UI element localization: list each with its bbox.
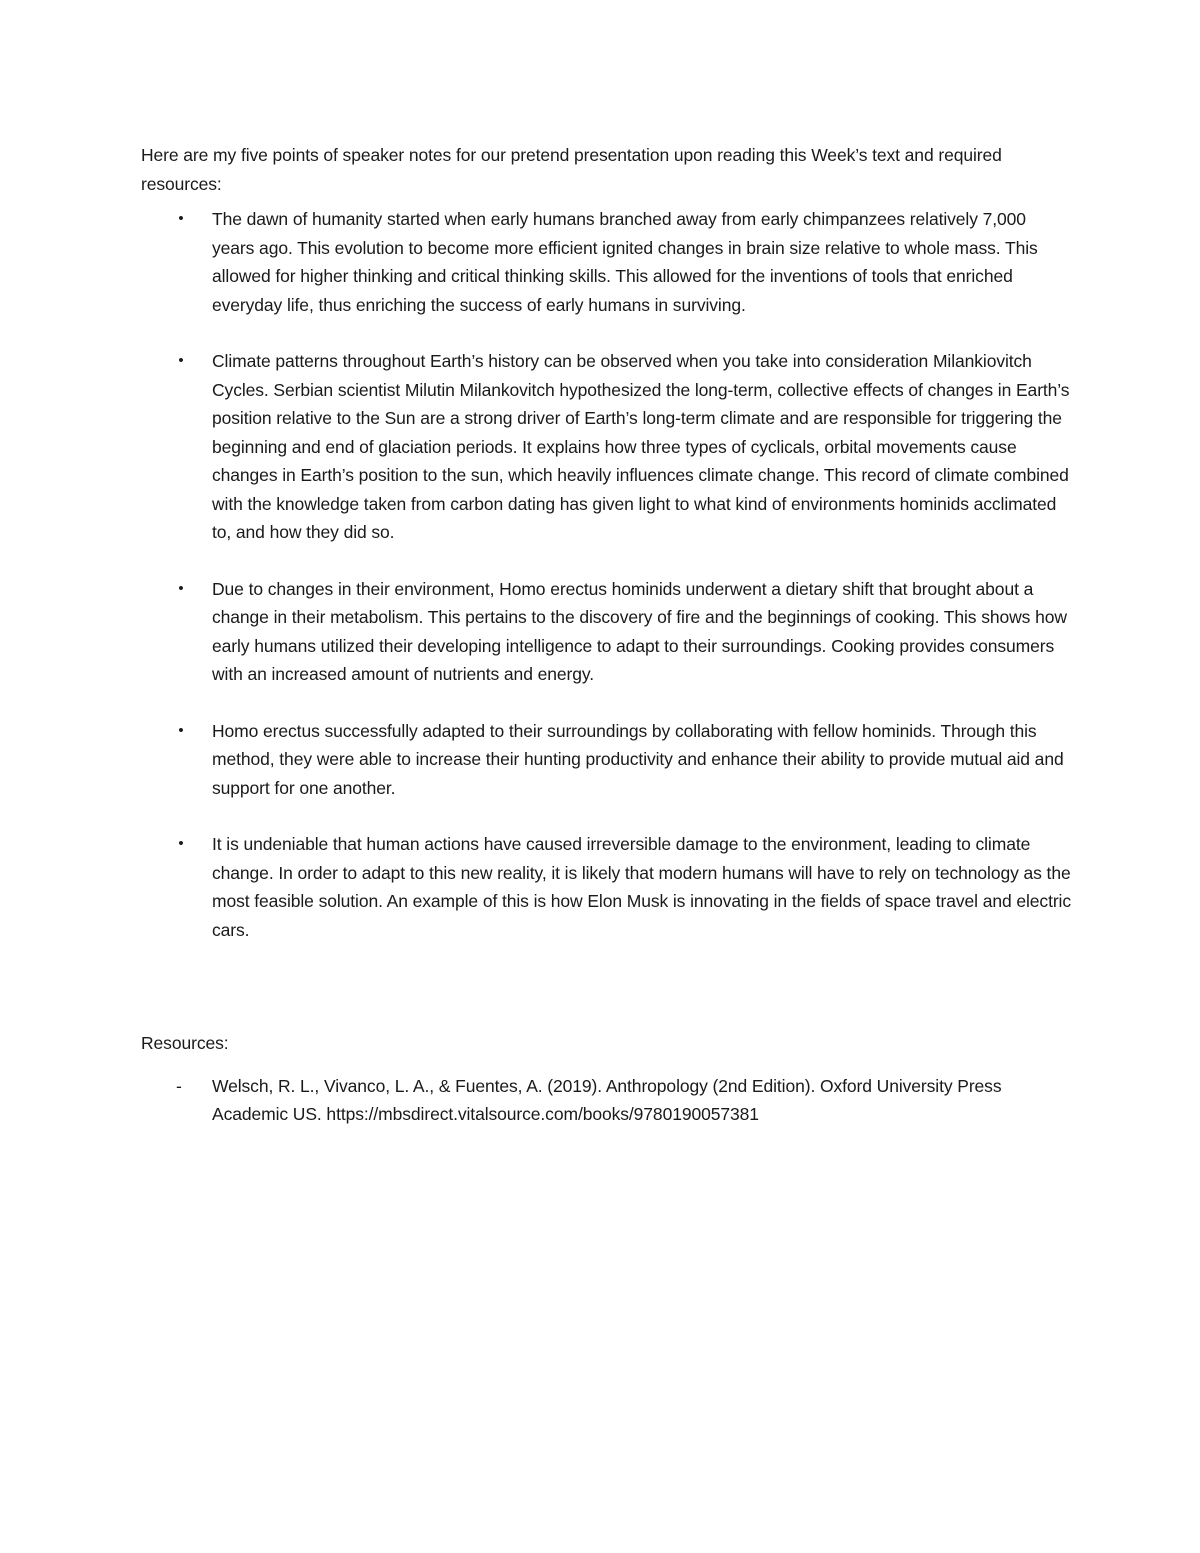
bullet-icon: • bbox=[178, 579, 184, 597]
resources-heading: Resources: bbox=[141, 1033, 229, 1053]
dash-icon: - bbox=[176, 1075, 182, 1096]
reference-text: Welsch, R. L., Vivanco, L. A., & Fuentes, A. (2019). Anthropology (2nd Edition). Oxford University Press Academic US. https://mbsdirect.vitalsource.com/books/9780190057381 bbox=[212, 1075, 1002, 1124]
list-item-text: Due to changes in their environment, Homo erectus hominids underwent a dietary shift that brought about a change in their metabolism. This pertains to the discovery of fire and the beginnings of cooking. This shows how early humans utilized their developing intelligence to adapt to their surroundings. Cooking provides consumers with an increased amount of nutrients and energy. bbox=[212, 578, 1067, 684]
list-item-text: It is undeniable that human actions have caused irreversible damage to the environment, leading to climate change. In order to adapt to this new reality, it is likely that modern humans will have to rely on technology as the most feasible solution. An example of this is how Elon Musk is innovating in the fields of space travel and electric cars. bbox=[212, 834, 1071, 940]
list-item bbox=[141, 205, 1071, 319]
bullet-icon: • bbox=[178, 210, 184, 227]
list-item-text: Climate patterns throughout Earth’s history can be observed when you take into consideration Milankiovitch Cycles. Serbian scientist Milutin Milankovitch hypothesized the long-term, collective effects of changes in Earth’s position relative to the Sun are a strong driver of Earth’s long-term climate and are responsible for triggering the beginning and end of glaciation periods. It explains how three types of cyclicals, orbital movements cause changes in Earth’s position to the sun, which heavily influences climate change. This record of climate combined with the knowledge taken from carbon dating has given light to what kind of environments hominids acclimated to, and how they did so. bbox=[212, 351, 1070, 542]
document-body bbox=[141, 141, 1071, 1129]
list-item-text: The dawn of humanity started when early humans branched away from early chimpanzees relatively 7,000 years ago. This evolution to become more efficient ignited changes in brain size relative to whole mass. This allowed for higher thinking and critical thinking skills. This allowed for the inventions of tools that enriched everyday life, thus enriching the success of early humans in surviving. bbox=[212, 209, 1038, 315]
speaker-notes-list bbox=[141, 205, 1071, 944]
list-item bbox=[141, 575, 1071, 689]
intro-paragraph: Here are my five points of speaker notes for our pretend presentation upon reading this Week’s text and required resources: bbox=[141, 145, 1002, 194]
list-item bbox=[141, 347, 1071, 547]
bullet-icon: • bbox=[178, 352, 184, 369]
reference-item bbox=[141, 1072, 1071, 1129]
list-item-text: Homo erectus successfully adapted to their surroundings by collaborating with fellow hominids. Through this method, they were able to increase their hunting productivity and enhance their ability to provide mutual aid and support for one another. bbox=[212, 720, 1064, 798]
list-item bbox=[141, 830, 1071, 944]
references-list bbox=[141, 1072, 1071, 1129]
list-item bbox=[141, 717, 1071, 803]
bullet-icon: • bbox=[178, 835, 184, 852]
bullet-icon: • bbox=[178, 721, 184, 739]
